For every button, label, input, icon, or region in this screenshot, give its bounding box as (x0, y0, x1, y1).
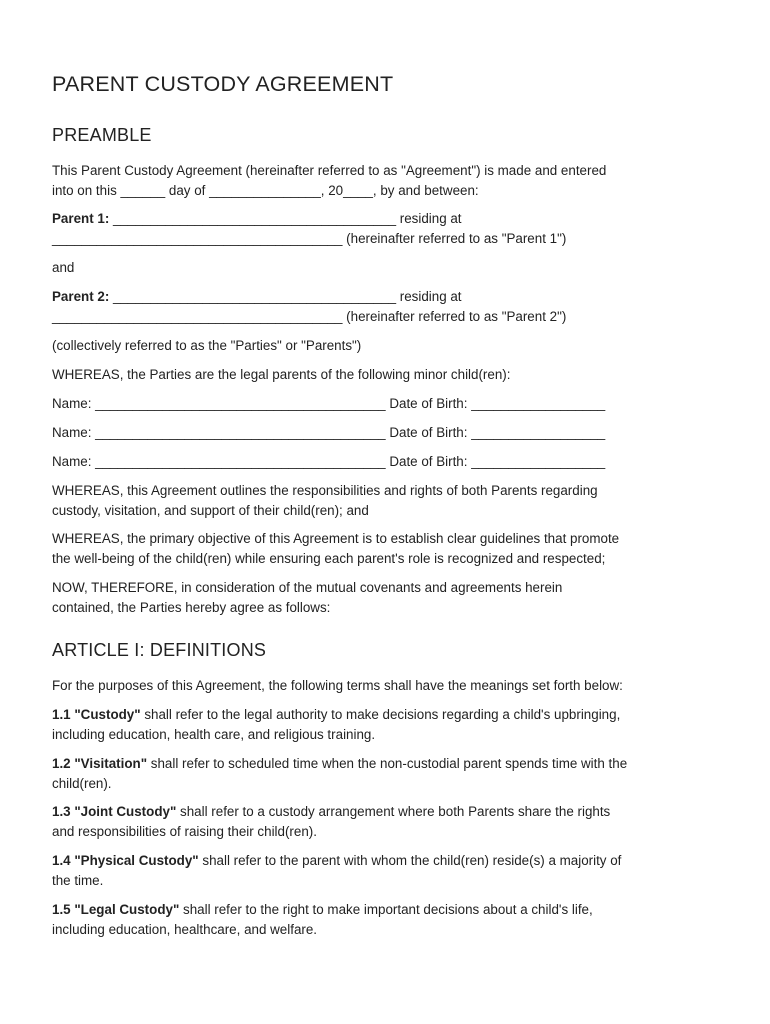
collectively-text: (collectively referred to as the "Parties" or "Parents") (52, 338, 362, 353)
text-line: contained, the Parties hereby agree as follows: (52, 599, 331, 615)
text-line (52, 802, 732, 822)
text-line: WHEREAS, this Agreement outlines the responsibilities and rights of both Parents regarding (52, 483, 598, 498)
parent-2-block (52, 287, 732, 326)
parent-1-block (52, 209, 732, 248)
text-line: WHEREAS, the primary objective of this Agreement is to establish clear guidelines that promote (52, 531, 620, 546)
text-line: the well-being of the child(ren) while ensuring each parent's role is recognized and respected; (52, 550, 606, 566)
text-line (52, 209, 732, 229)
definition-item (52, 705, 732, 744)
now-therefore-paragraph (52, 578, 732, 617)
article-1-heading: ARTICLE I: DEFINITIONS (52, 640, 267, 660)
definition-item (52, 900, 732, 939)
text-line (52, 851, 732, 871)
text-line: This Parent Custody Agreement (hereinafter referred to as "Agreement") is made and entered (52, 163, 607, 178)
definition-text: shall refer to scheduled time when the non-custodial parent spends time with the (147, 756, 628, 771)
preamble-intro (52, 161, 732, 200)
definition-item (52, 802, 732, 841)
definition-item (52, 754, 732, 793)
text-line: custody, visitation, and support of their child(ren); and (52, 502, 369, 518)
definition-term: 1.1 "Custody" (52, 707, 141, 722)
document-title: PARENT CUSTODY AGREEMENT (52, 72, 394, 96)
definition-text: shall refer to a custody arrangement where both Parents share the rights (176, 804, 611, 819)
text-line (52, 705, 732, 725)
definition-term: 1.3 "Joint Custody" (52, 804, 177, 819)
definition-text: shall refer to the legal authority to make decisions regarding a child's upbringing, (140, 707, 621, 722)
definition-text: and responsibilities of raising their child(ren). (52, 823, 317, 839)
whereas-children-text: WHEREAS, the Parties are the legal parents of the following minor child(ren): (52, 367, 511, 382)
definition-text: shall refer to the parent with whom the child(ren) reside(s) a majority of (198, 853, 622, 868)
whereas-objective-paragraph (52, 529, 732, 568)
definition-item (52, 851, 732, 890)
definition-term: 1.4 "Physical Custody" (52, 853, 199, 868)
parent-2-label: Parent 2: (52, 289, 110, 304)
definition-term: 1.2 "Visitation" (52, 756, 148, 771)
child-row: Name: _______________________________________ Date of Birth: __________________ (52, 425, 606, 440)
whereas-outline-paragraph (52, 481, 732, 520)
text-line (52, 287, 732, 307)
parent-1-name-blank: ______________________________________ residing at (109, 211, 462, 226)
text-line: NOW, THEREFORE, in consideration of the mutual covenants and agreements herein (52, 580, 563, 595)
parent-2-address-blank: _______________________________________ (hereinafter referred to as "Parent 2") (52, 308, 567, 324)
definition-text: the time. (52, 872, 104, 888)
text-line (52, 900, 732, 920)
and-text: and (52, 260, 75, 275)
child-row: Name: _______________________________________ Date of Birth: __________________ (52, 396, 606, 411)
definition-text: including education, healthcare, and welfare. (52, 921, 318, 937)
child-row: Name: _______________________________________ Date of Birth: __________________ (52, 454, 606, 469)
definition-text: including education, health care, and religious training. (52, 726, 376, 742)
article-1-intro: For the purposes of this Agreement, the following terms shall have the meanings set forth below: (52, 678, 623, 693)
definition-term: 1.5 "Legal Custody" (52, 902, 180, 917)
parent-1-label: Parent 1: (52, 211, 110, 226)
parent-2-name-blank: ______________________________________ residing at (109, 289, 462, 304)
definition-text: child(ren). (52, 775, 112, 791)
text-line (52, 754, 732, 774)
definition-text: shall refer to the right to make important decisions about a child's life, (179, 902, 593, 917)
text-line: into on this ______ day of _______________, 20____, by and between: (52, 182, 479, 198)
preamble-heading: PREAMBLE (52, 125, 152, 145)
parent-1-address-blank: _______________________________________ (hereinafter referred to as "Parent 1") (52, 230, 567, 246)
